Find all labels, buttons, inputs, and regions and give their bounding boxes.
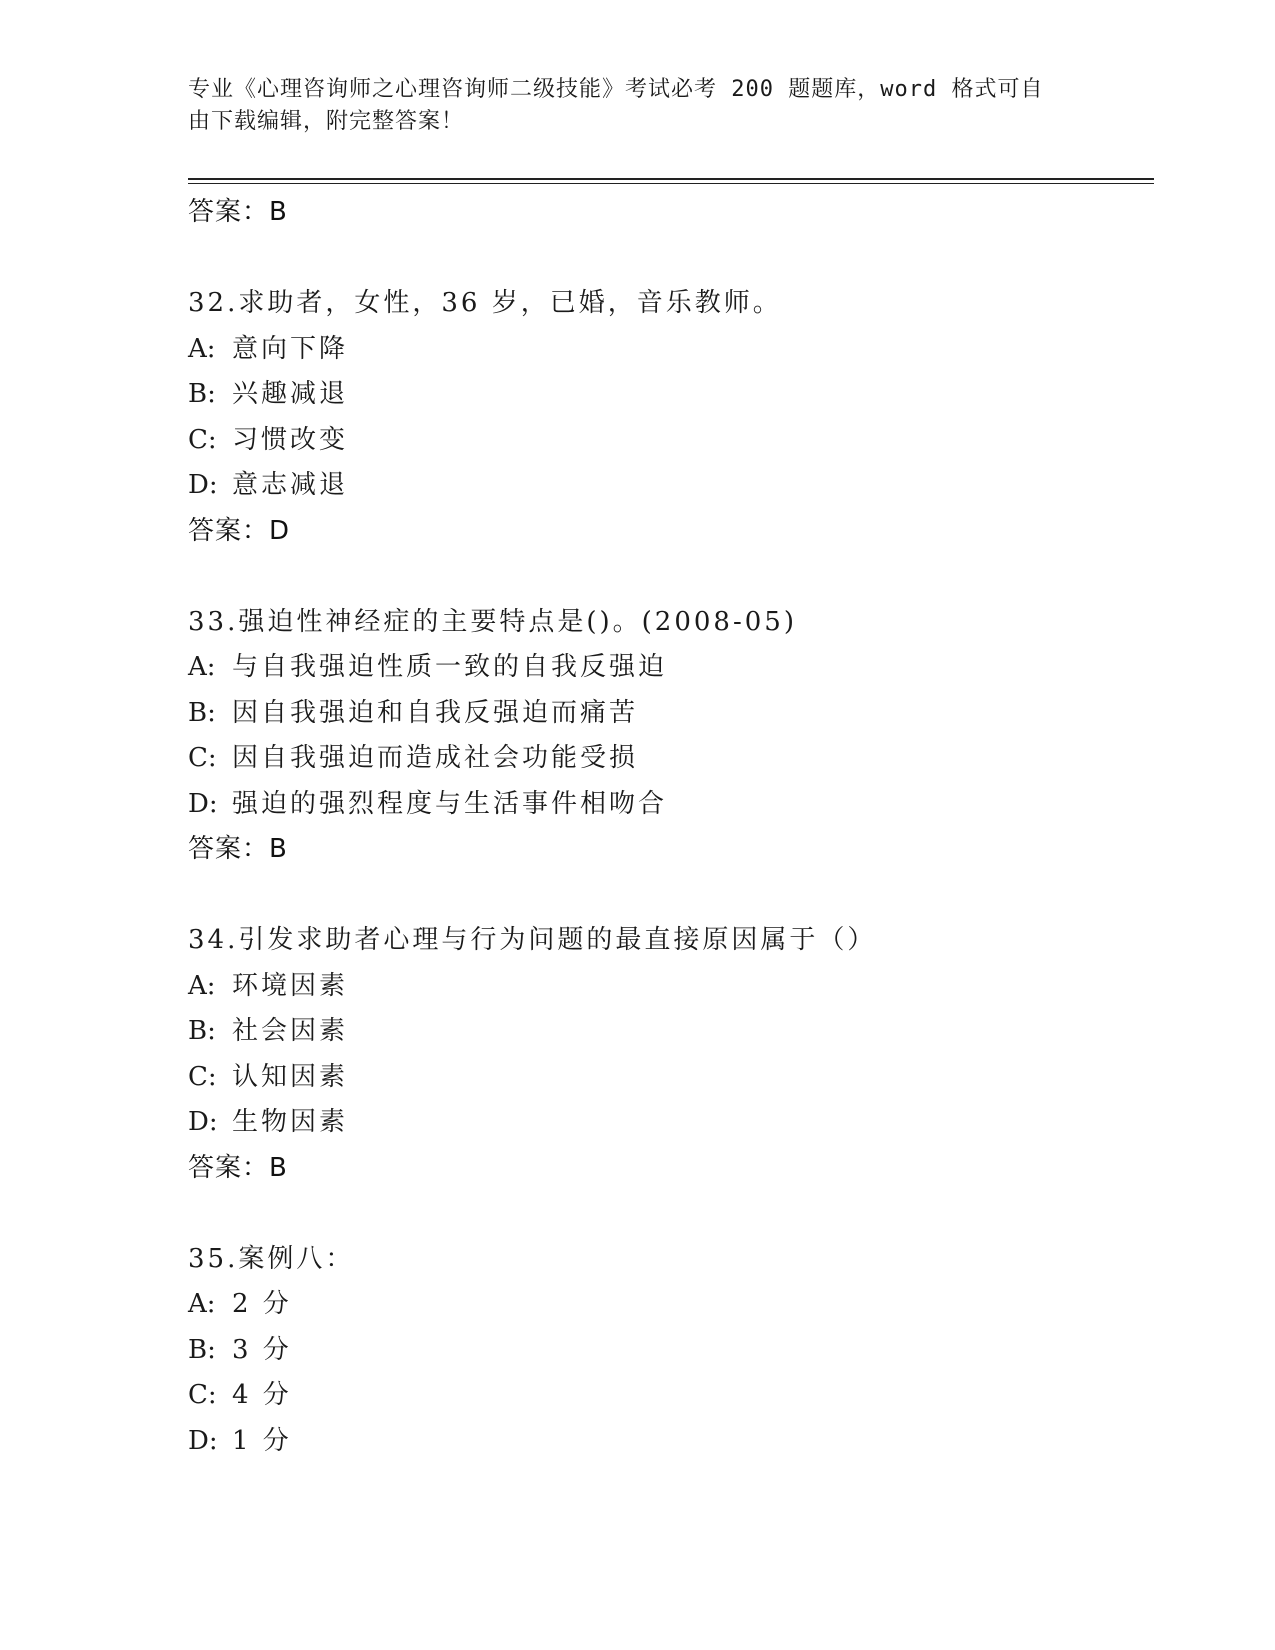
option-b bbox=[188, 1328, 1148, 1374]
question-block bbox=[188, 281, 1148, 554]
question-block bbox=[188, 1237, 1148, 1465]
option-c bbox=[188, 1373, 1148, 1419]
option-text: 认知因素 bbox=[232, 1061, 349, 1092]
option-letter: B: bbox=[188, 1334, 216, 1365]
option-text: 强迫的强烈程度与生活事件相吻合 bbox=[232, 788, 668, 819]
header-line-2: 由下载编辑，附完整答案！ bbox=[188, 109, 465, 134]
option-letter: C: bbox=[188, 743, 217, 773]
header-divider-thin bbox=[188, 183, 1154, 184]
option-d bbox=[188, 782, 1148, 828]
question-stem: 34.引发求助者心理与行为问题的最直接原因属于（） bbox=[188, 925, 877, 955]
option-a bbox=[188, 645, 1148, 691]
option-text: 意向下降 bbox=[232, 333, 349, 364]
spacer bbox=[188, 1191, 1148, 1237]
option-letter: B: bbox=[188, 697, 216, 728]
option-letter: C: bbox=[188, 1061, 217, 1092]
option-text: 生物因素 bbox=[232, 1107, 349, 1137]
option-letter: A: bbox=[188, 970, 216, 1001]
document-header bbox=[188, 74, 1068, 138]
option-letter: D: bbox=[188, 470, 218, 500]
option-letter: C: bbox=[188, 1380, 217, 1410]
option-text: 兴趣减退 bbox=[232, 379, 349, 409]
option-c bbox=[188, 418, 1148, 464]
option-d bbox=[188, 463, 1148, 509]
option-a bbox=[188, 964, 1148, 1010]
question-block bbox=[188, 600, 1148, 873]
option-text: 因自我强迫和自我反强迫而痛苦 bbox=[232, 697, 639, 728]
spacer bbox=[188, 554, 1148, 600]
question-stem: 32.求助者，女性，36 岁，已婚，音乐教师。 bbox=[188, 288, 782, 318]
answer-line: 答案：B bbox=[188, 834, 288, 864]
option-text: 环境因素 bbox=[232, 970, 349, 1001]
option-d bbox=[188, 1419, 1148, 1465]
option-d bbox=[188, 1100, 1148, 1146]
header-line-1: 专业《心理咨询师之心理咨询师二级技能》考试必考 200 题题库，word 格式可自 bbox=[188, 77, 1044, 102]
answer-line: 答案：D bbox=[188, 515, 291, 546]
option-text: 与自我强迫性质一致的自我反强迫 bbox=[232, 652, 668, 682]
option-letter: A: bbox=[188, 1289, 216, 1319]
option-text: 社会因素 bbox=[232, 1016, 349, 1046]
option-text: 2 分 bbox=[232, 1289, 292, 1319]
option-text: 4 分 bbox=[232, 1380, 292, 1410]
question-stem: 35.案例八： bbox=[188, 1243, 355, 1274]
option-letter: A: bbox=[188, 652, 216, 682]
question-list bbox=[188, 190, 1148, 1464]
option-letter: B: bbox=[188, 1016, 216, 1046]
option-a bbox=[188, 1282, 1148, 1328]
option-letter: C: bbox=[188, 424, 217, 455]
option-text: 3 分 bbox=[232, 1334, 292, 1365]
option-letter: B: bbox=[188, 379, 216, 409]
option-c bbox=[188, 736, 1148, 782]
spacer bbox=[188, 872, 1148, 918]
option-text: 1 分 bbox=[232, 1425, 292, 1456]
question-stem: 33.强迫性神经症的主要特点是()。(2008-05) bbox=[188, 606, 797, 637]
question-block bbox=[188, 918, 1148, 1191]
option-text: 意志减退 bbox=[232, 470, 349, 500]
option-b bbox=[188, 372, 1148, 418]
option-letter: D: bbox=[188, 788, 218, 819]
option-c bbox=[188, 1055, 1148, 1101]
option-text: 习惯改变 bbox=[232, 424, 349, 455]
option-a bbox=[188, 327, 1148, 373]
answer-line: 答案：B bbox=[188, 197, 288, 227]
header-divider bbox=[188, 178, 1154, 180]
option-letter: A: bbox=[188, 333, 216, 364]
option-b bbox=[188, 691, 1148, 737]
answer-line: 答案：B bbox=[188, 1152, 288, 1183]
option-letter: D: bbox=[188, 1107, 218, 1137]
option-letter: D: bbox=[188, 1425, 218, 1456]
spacer bbox=[188, 235, 1148, 281]
option-text: 因自我强迫而造成社会功能受损 bbox=[232, 743, 639, 773]
option-b bbox=[188, 1009, 1148, 1055]
